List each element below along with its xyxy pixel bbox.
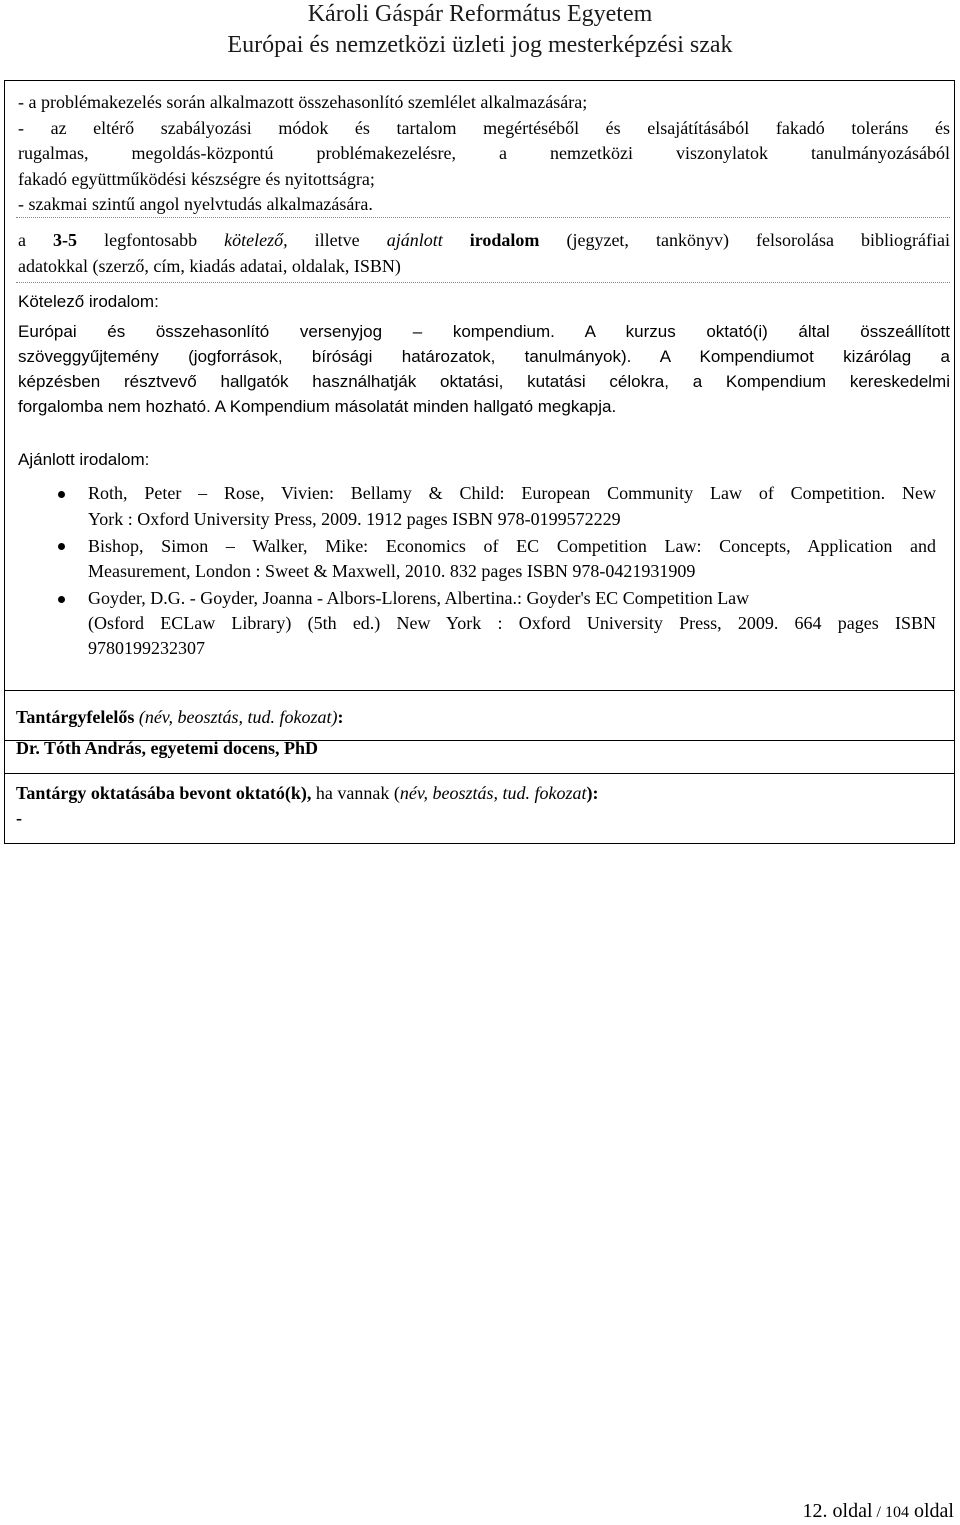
recommended-heading: Ajánlott irodalom: (18, 450, 150, 469)
separator-dotted (16, 217, 950, 218)
recommended-item-1-line-2: York : Oxford University Press, 2009. 1912 pages ISBN 978-0199572229 (88, 509, 621, 529)
competence-line-5: - szakmai szintű angol nyelvtudás alkalmazására. (18, 194, 373, 214)
instructors-label: Tantárgy oktatásába bevont oktató(k), (16, 783, 312, 803)
page-separator: / (872, 1504, 885, 1521)
mandatory-word: kötelező, (224, 230, 288, 250)
instructors-hint: név, beosztás, tud. fokozat (399, 783, 587, 803)
literature-intro-text: (jegyzet, tankönyv) felsorolása bibliográfiai (539, 230, 950, 250)
competence-line-2: - az eltérő szabályozási módok és tartalom megértéséből és elsajátításából fakadó toleráns és (18, 118, 950, 138)
instructors-label-line (16, 781, 599, 806)
literature-count: 3-5 (53, 230, 78, 250)
bullet-icon (58, 596, 65, 603)
responsible-colon: : (337, 707, 344, 727)
separator-dotted (16, 282, 950, 283)
literature-word: irodalom (469, 230, 540, 250)
literature-intro-text: illetve (287, 230, 387, 250)
program-name: Európai és nemzetközi üzleti jog mesterképzési szak (227, 32, 733, 58)
recommended-word: ajánlott (386, 230, 443, 250)
current-page: 12. oldal (802, 1500, 873, 1522)
literature-intro-text (443, 230, 470, 250)
competence-line-3: rugalmas, megoldás-központú problémakezelésre, a nemzetközi viszonylatok tanulmányozásából (18, 143, 950, 163)
responsible-box (4, 691, 955, 741)
recommended-item-2-line-1: Bishop, Simon – Walker, Mike: Economics of EC Competition Law: Concepts, Application and (88, 536, 936, 556)
literature-intro-text: legfontosabb (77, 230, 225, 250)
responsible-label-line (16, 705, 343, 730)
recommended-item-3-line-2: (Osford ECLaw Library) (5th ed.) New York : Oxford University Press, 2009. 664 pages ISBN (88, 613, 936, 633)
mandatory-line-1: Európai és összehasonlító versenyjog – kompendium. A kurzus oktató(i) által összeállított (18, 322, 950, 341)
mandatory-line-4: forgalomba nem hozható. A Kompendium másolatát minden hallgató megkapja. (18, 397, 617, 416)
recommended-item-1-line-1: Roth, Peter – Rose, Vivien: Bellamy & Child: European Community Law of Competition. New (88, 483, 936, 503)
responsible-label: Tantárgyfelelős (16, 707, 135, 727)
mandatory-line-2: szöveggyűjtemény (jogforrások, bírósági határozatok, tanulmányok). A Kompendiumot kizárólag a (18, 347, 950, 366)
competence-line-1: - a problémakezelés során alkalmazott összehasonlító szemlélet alkalmazására; (18, 92, 588, 112)
bullet-icon (58, 543, 65, 550)
responsible-name-box (4, 738, 955, 774)
competences-and-literature-box (4, 80, 955, 691)
literature-intro-line-2: adatokkal (szerző, cím, kiadás adatai, oldalak, ISBN) (18, 256, 401, 276)
instructors-value: - (16, 808, 22, 828)
instructors-box (4, 774, 955, 844)
recommended-item-3-line-3: 9780199232307 (88, 638, 205, 658)
literature-intro-text: a (18, 230, 54, 250)
bullet-icon (58, 491, 65, 498)
instructors-text: ha vannak ( (311, 783, 400, 803)
competence-line-4: fakadó együttműködési készségre és nyitottságra; (18, 169, 375, 189)
mandatory-line-3: képzésben résztvevő hallgatók használhatják oktatási, kutatási célokra, a Kompendium kereskedelmi (18, 372, 950, 391)
recommended-item-2-line-2: Measurement, London : Sweet & Maxwell, 2010. 832 pages ISBN 978-0421931909 (88, 561, 696, 581)
instructors-colon: ): (586, 783, 599, 803)
university-name: Károli Gáspár Református Egyetem (307, 1, 653, 27)
responsible-name: Dr. Tóth András, egyetemi docens, PhD (16, 738, 319, 758)
literature-intro-line-1 (18, 228, 950, 253)
mandatory-heading: Kötelező irodalom: (18, 292, 159, 311)
page-word: oldal (909, 1500, 954, 1522)
page-number (803, 1499, 954, 1525)
responsible-hint: (név, beosztás, tud. fokozat) (134, 707, 338, 727)
recommended-item-3-line-1: Goyder, D.G. - Goyder, Joanna - Albors-Llorens, Albertina.: Goyder's EC Competition Law (88, 588, 750, 608)
total-pages: 104 (885, 1504, 909, 1521)
